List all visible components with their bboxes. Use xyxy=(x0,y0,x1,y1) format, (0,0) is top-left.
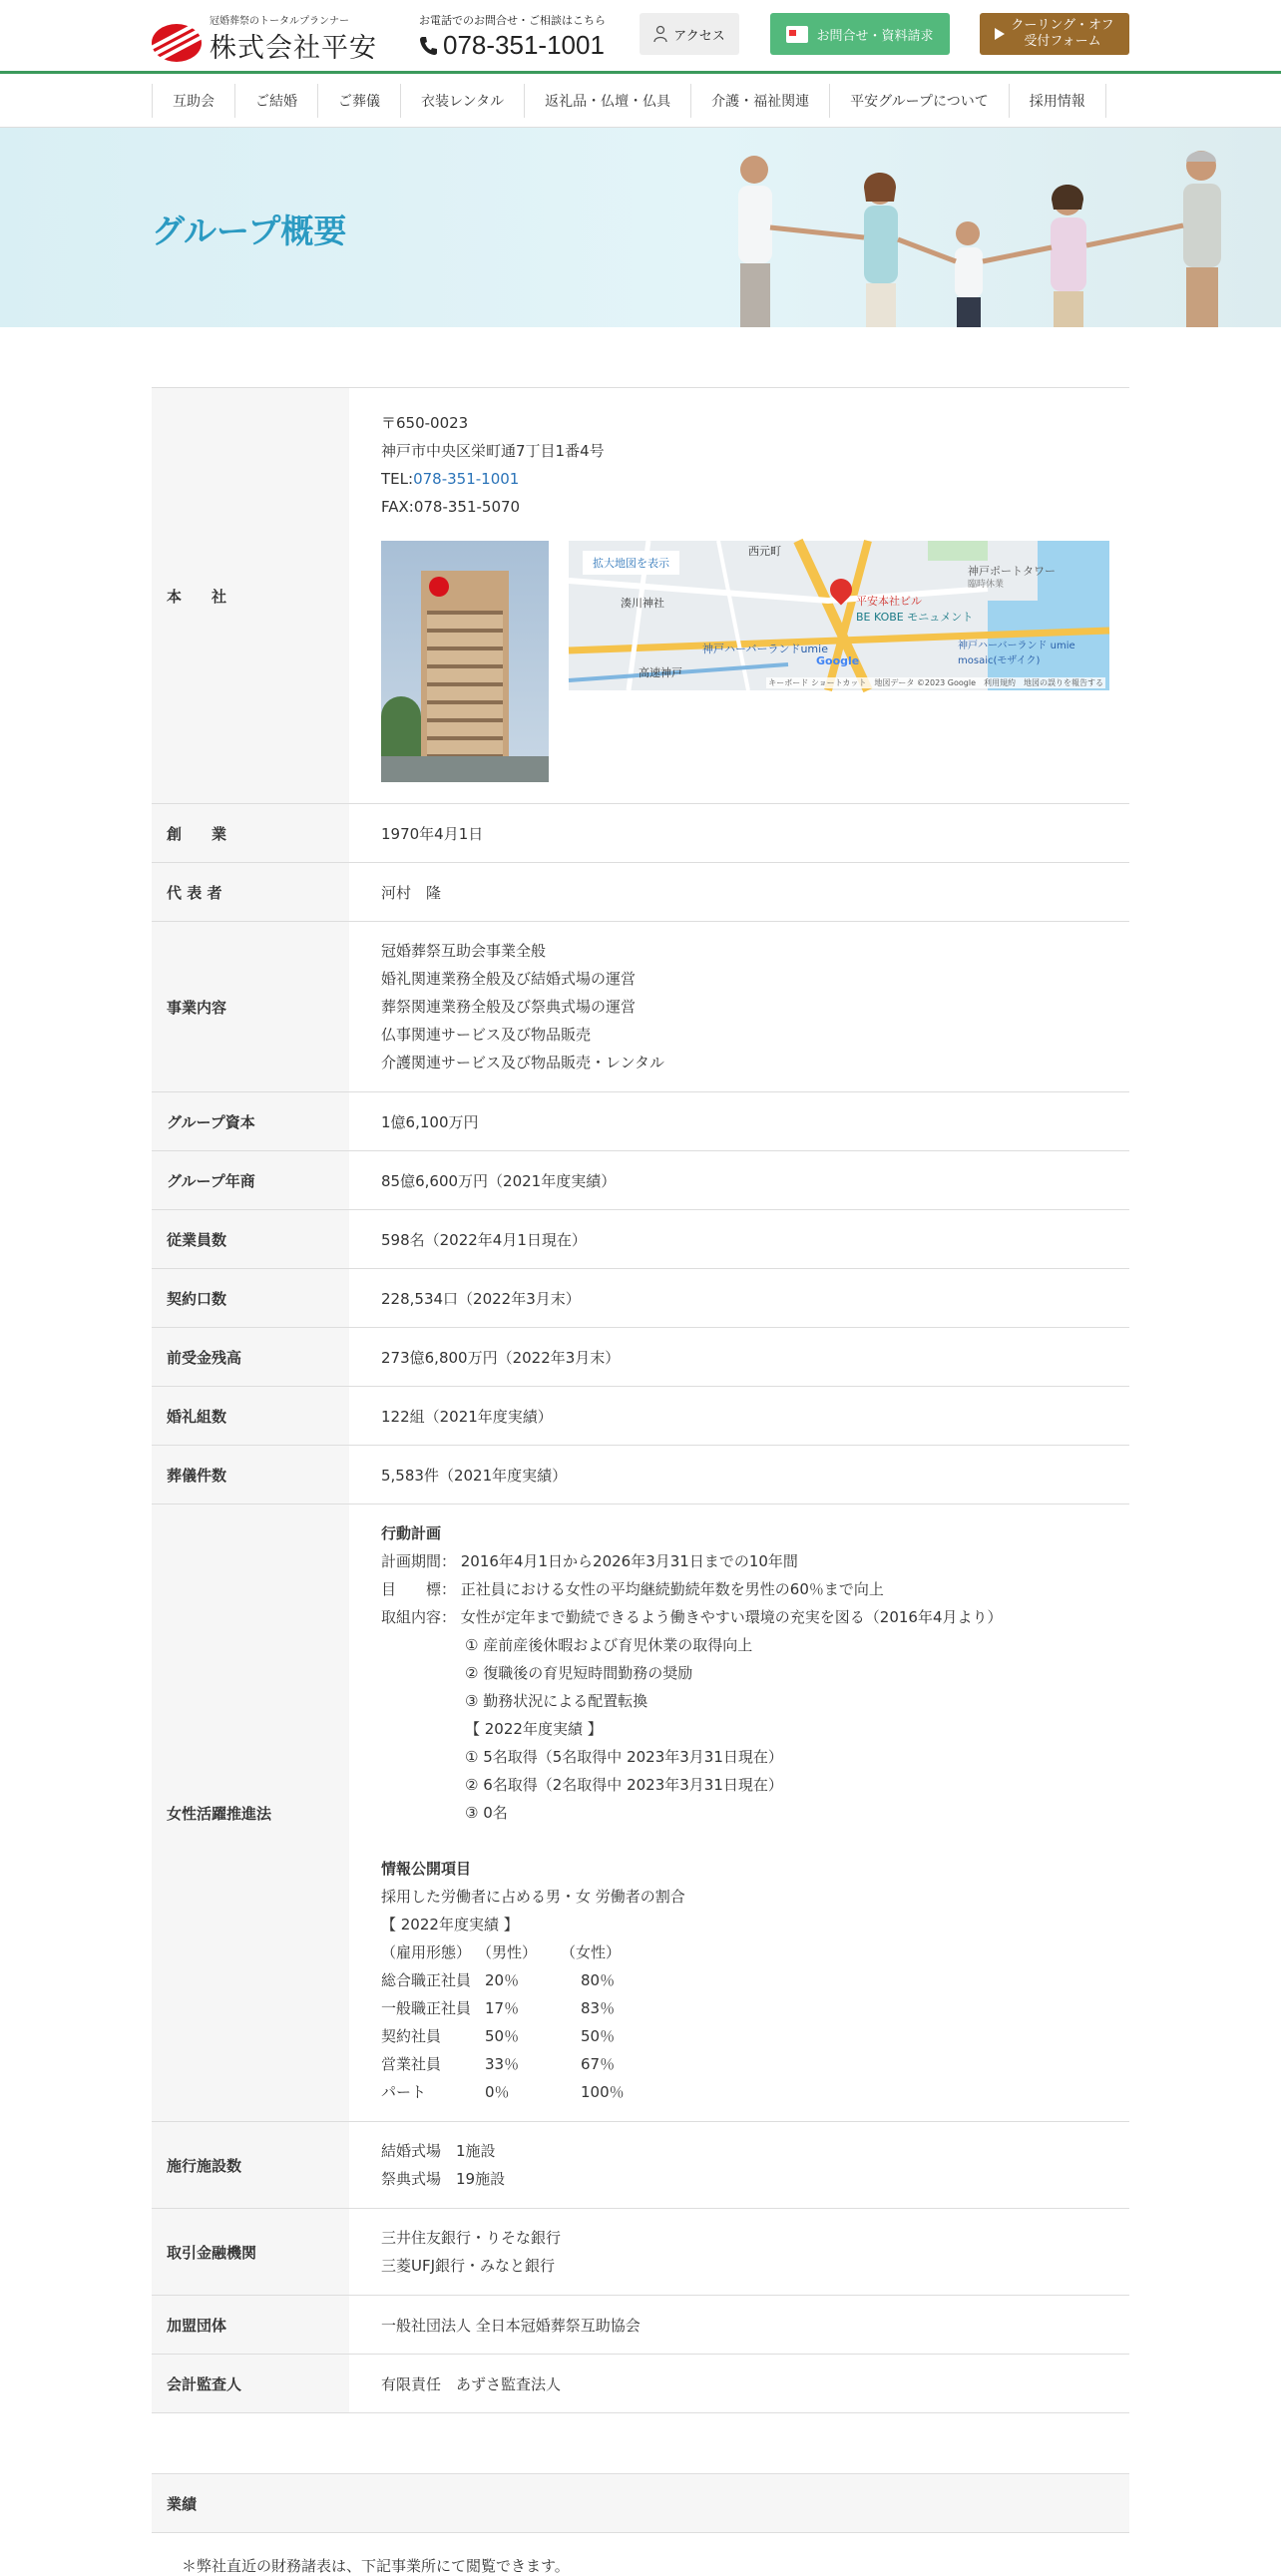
company-logo[interactable] xyxy=(152,10,391,66)
table-row xyxy=(152,1092,1129,1151)
family-photo xyxy=(698,128,1281,327)
row-value-sougyou: 1970年4月1日 xyxy=(349,804,1129,863)
table-row xyxy=(152,1151,1129,1210)
hero-banner xyxy=(0,128,1281,327)
table-row xyxy=(152,2355,1129,2413)
performance-note: ＊弊社直近の財務諸表は、下記事業所にて閲覧できます。 xyxy=(182,2557,570,2575)
honsha-tel-link[interactable]: 078-351-1001 xyxy=(413,470,520,488)
table-row xyxy=(152,1269,1129,1328)
row-value-josei: 行動計画 計画期間： 2016年4月1日から2026年3月31日までの10年間 目 標： 正社員における女性の平均継続勤続年数を男性の60％まで向上 取組内容： 女性が定年まで勤続できるよう働きやすい環境の充実を図る（2016年4月より） ① 産前産後休暇および育児休業の取得向上 ② 復職後の育児短時間勤務の奨励 ③ 勤務状況による配置転換 【 2022年度実績 】 ① 5名取得（5名取得中 2023年3月31日現在） ② 6名取得（2名取得中 2023年3月31日現在） ③ 0名 情報公開項目 採用した労働者に占める男・女 労働者の割合 【 2022年度実績 】 （雇用形態） （男性） （女性） 総合職正社員 20％ 80％ 一般職正社員 17％ 83％ 契約社員 50％ 50％ 営業社員 33％ 67％ パート 0％ 100％ xyxy=(381,1519,1129,2106)
play-arrow-icon xyxy=(995,28,1005,40)
ratio-row: 一般職正社員 17％ 83％ xyxy=(381,1999,616,2017)
access-button-label: アクセス xyxy=(673,28,725,44)
row-label-kansa: 会計監査人 xyxy=(152,2355,349,2413)
global-nav xyxy=(0,74,1281,128)
tel-number[interactable] xyxy=(419,30,619,61)
performance-heading: 業績 xyxy=(152,2473,1129,2533)
logo-company-name: 株式会社平安 xyxy=(210,33,377,64)
document-icon xyxy=(786,26,808,43)
access-button[interactable] xyxy=(640,13,739,55)
nav-item-wedding[interactable]: ご結婚 xyxy=(234,84,317,118)
row-value-ginkou: 三井住友銀行・りそな銀行 三菱UFJ銀行・みなと銀行 xyxy=(381,2229,562,2275)
site-header xyxy=(0,0,1281,74)
ratio-table-header: （雇用形態） （男性） （女性） xyxy=(381,1943,622,1961)
tel-label: お電話でのお問合せ・ご相談はこちら xyxy=(419,14,606,27)
header-tel-box xyxy=(419,12,619,61)
main-content xyxy=(152,327,1129,2576)
page-title: グループ概要 xyxy=(152,212,347,250)
logo-tagline: 冠婚葬祭のトータルプランナー xyxy=(210,16,349,27)
row-label-kamei: 加盟団体 xyxy=(152,2296,349,2355)
logo-mark-icon xyxy=(152,24,202,62)
nav-item-about[interactable]: 平安グループについて xyxy=(829,84,1009,118)
row-value-kansa: 有限責任 あずさ監査法人 xyxy=(349,2355,1129,2413)
table-row xyxy=(152,1387,1129,1446)
map-enlarge-link[interactable]: 拡大地図を表示 xyxy=(583,551,679,575)
row-value-juugyouin: 598名（2022年4月1日現在） xyxy=(349,1210,1129,1269)
row-value-sougi: 5,583件（2021年度実績） xyxy=(349,1446,1129,1504)
nav-item-funeral[interactable]: ご葬儀 xyxy=(317,84,400,118)
ratio-row: パート 0％ 100％ xyxy=(381,2083,625,2101)
nav-item-recruit[interactable]: 採用情報 xyxy=(1009,84,1106,118)
cooling-off-label: クーリング・オフ 受付フォーム xyxy=(1011,18,1114,49)
table-row xyxy=(152,863,1129,922)
row-value-shihon: 1億6,100万円 xyxy=(349,1092,1129,1151)
ratio-row: 契約社員 50％ 50％ xyxy=(381,2027,616,2045)
contact-button[interactable] xyxy=(770,13,950,55)
nav-item-gifts[interactable]: 返礼品・仏壇・仏具 xyxy=(524,84,690,118)
row-value-maeuke: 273億6,800万円（2022年3月末） xyxy=(349,1328,1129,1387)
embedded-map[interactable]: 拡大地図を表示 平安本社ビル 西元町 湊川神社 神戸ポートタワー 臨時休業 BE KOBE モニュメント 神戸ハーバーランドumie 神戸ハーバーランド umie mosaic(モザイク) 高速神戸 Google キーボード ショートカット 地図データ ©2023 Google 利用規約 地図の誤りを報告する xyxy=(569,541,1109,690)
table-row xyxy=(152,1210,1129,1269)
company-overview-table xyxy=(152,387,1129,2413)
nav-item-gojokai[interactable]: 互助会 xyxy=(152,84,234,118)
row-label-josei: 女性活躍推進法 xyxy=(152,1504,349,2122)
row-label-shisetsu: 施行施設数 xyxy=(152,2122,349,2209)
row-label-sougi: 葬儀件数 xyxy=(152,1446,349,1504)
performance-section xyxy=(152,2473,1129,2576)
nav-item-care[interactable]: 介護・福祉関連 xyxy=(690,84,829,118)
head-office-photo xyxy=(381,541,549,782)
row-label-maeuke: 前受金残高 xyxy=(152,1328,349,1387)
tel-number-text: 078-351-1001 xyxy=(443,30,605,60)
table-row xyxy=(152,804,1129,863)
row-label-daihyo: 代 表 者 xyxy=(152,863,349,922)
ratio-row: 総合職正社員 20％ 80％ xyxy=(381,1971,616,1989)
map-footer[interactable]: キーボード ショートカット 地図データ ©2023 Google 利用規約 地図の誤りを報告する xyxy=(768,678,1103,687)
row-value-keiyaku: 228,534口（2022年3月末） xyxy=(349,1269,1129,1328)
table-row xyxy=(152,2296,1129,2355)
row-label-nensho: グループ年商 xyxy=(152,1151,349,1210)
row-label-keiyaku: 契約口数 xyxy=(152,1269,349,1328)
table-row xyxy=(152,1504,1129,2122)
row-label-shihon: グループ資本 xyxy=(152,1092,349,1151)
row-value-nensho: 85億6,600万円（2021年度実績） xyxy=(349,1151,1129,1210)
table-row xyxy=(152,1446,1129,1504)
table-row xyxy=(152,1328,1129,1387)
row-label-honsha: 本 社 xyxy=(152,388,349,804)
honsha-address: 〒650-0023 神戸市中央区栄町通7丁目1番4号 TEL:078-351-1001 FAX:078-351-5070 xyxy=(381,414,605,516)
cooling-off-button[interactable] xyxy=(980,13,1129,55)
table-row xyxy=(152,2122,1129,2209)
contact-button-label: お問合せ・資料請求 xyxy=(816,28,934,44)
table-row xyxy=(152,2209,1129,2296)
row-label-juugyouin: 従業員数 xyxy=(152,1210,349,1269)
table-row xyxy=(152,388,1129,804)
row-label-konrei: 婚礼組数 xyxy=(152,1387,349,1446)
person-icon xyxy=(653,25,667,43)
row-value-kamei: 一般社団法人 全日本冠婚葬祭互助協会 xyxy=(349,2296,1129,2355)
row-value-konrei: 122組（2021年度実績） xyxy=(349,1387,1129,1446)
row-label-jigyou: 事業内容 xyxy=(152,922,349,1092)
row-value-shisetsu: 結婚式場 1施設 祭典式場 19施設 xyxy=(381,2142,506,2188)
phone-icon xyxy=(419,36,437,56)
row-label-sougyou: 創 業 xyxy=(152,804,349,863)
ratio-row: 営業社員 33％ 67％ xyxy=(381,2055,616,2073)
table-row xyxy=(152,922,1129,1092)
row-value-jigyou: 冠婚葬祭互助会事業全般 婚礼関連業務全般及び結婚式場の運営 葬祭関連業務全般及び祭典式場の運営 仏事関連サービス及び物品販売 介護関連サービス及び物品販売・レンタル xyxy=(381,942,665,1072)
nav-item-costume[interactable]: 衣装レンタル xyxy=(400,84,524,118)
row-value-daihyo: 河村 隆 xyxy=(349,863,1129,922)
row-label-ginkou: 取引金融機関 xyxy=(152,2209,349,2296)
